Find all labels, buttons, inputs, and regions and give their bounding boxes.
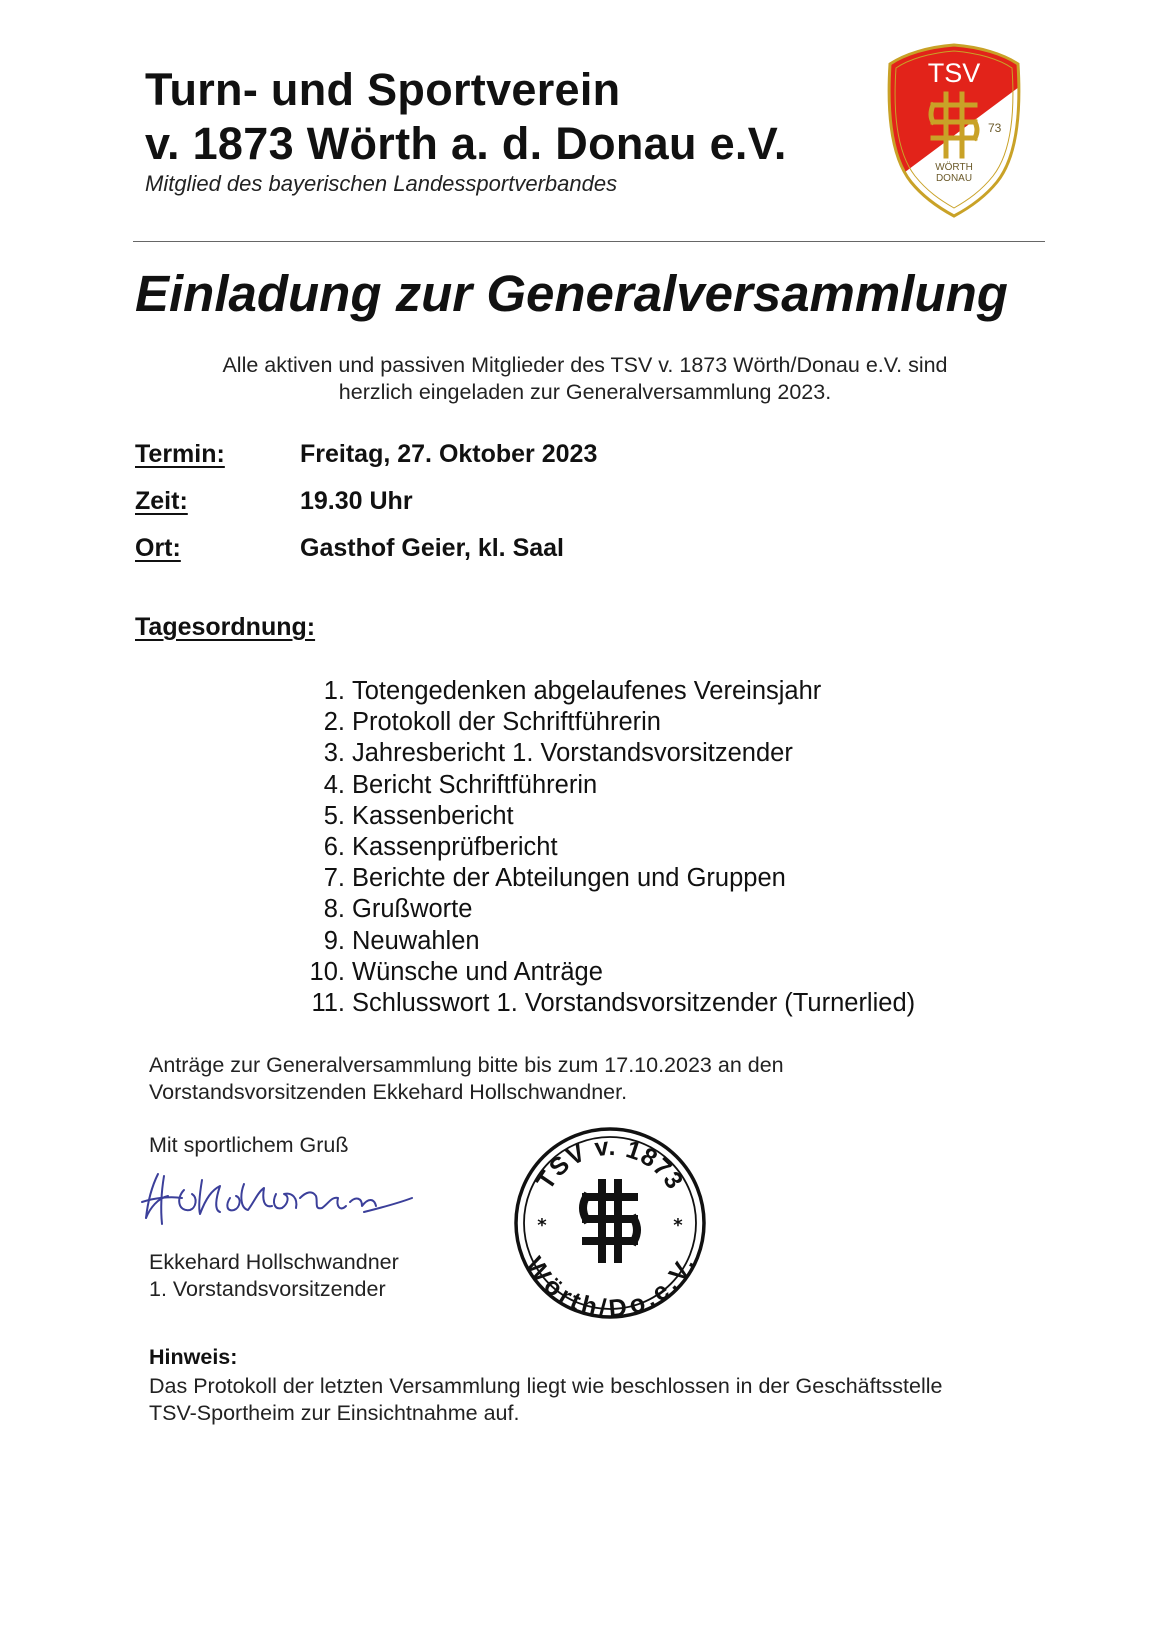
org-subtitle: Mitglied des bayerischen Landessportverbandes bbox=[145, 171, 618, 196]
intro-text bbox=[150, 352, 1020, 406]
hint-line-2: TSV-Sportheim zur Einsichtnahme auf. bbox=[149, 1401, 520, 1425]
page-title: Einladung zur Generalversammlung bbox=[135, 265, 1008, 322]
ort-label: Ort: bbox=[135, 534, 181, 562]
agenda-item: 9. Neuwahlen bbox=[323, 926, 480, 955]
note-line-1: Anträge zur Generalversammlung bitte bis zum 17.10.2023 an den bbox=[149, 1053, 784, 1077]
logo-town-text: WÖRTH bbox=[935, 162, 973, 173]
signer-role: 1. Vorstandsvorsitzender bbox=[149, 1277, 386, 1301]
agenda-item: 3. Jahresbericht 1. Vorstandsvorsitzender bbox=[323, 739, 793, 768]
signer-name: Ekkehard Hollschwandner bbox=[149, 1250, 399, 1274]
submission-note bbox=[149, 1052, 784, 1106]
agenda-heading: Tagesordnung: bbox=[135, 613, 316, 641]
termin-label: Termin: bbox=[135, 440, 225, 468]
intro-line-2: herzlich eingeladen zur Generalversammlung 2023. bbox=[338, 380, 832, 404]
termin-value: Freitag, 27. Oktober 2023 bbox=[300, 440, 598, 468]
header-divider bbox=[133, 241, 1045, 242]
stamp-star-icon: * bbox=[673, 1215, 683, 1236]
signer-block bbox=[149, 1249, 399, 1303]
logo-tsv-text: TSV bbox=[927, 58, 981, 88]
agenda-item: 7. Berichte der Abteilungen und Gruppen bbox=[323, 864, 786, 893]
logo-year-text: 73 bbox=[988, 121, 1002, 135]
agenda-item: 10. Wünsche und Anträge bbox=[309, 957, 603, 986]
stamp-star-icon: * bbox=[537, 1215, 547, 1236]
agenda-item: 5. Kassenbericht bbox=[323, 801, 514, 830]
zeit-value: 19.30 Uhr bbox=[300, 487, 413, 515]
hint-line-1: Das Protokoll der letzten Versammlung liegt wie beschlossen in der Geschäftsstelle bbox=[149, 1374, 943, 1398]
signature-image bbox=[140, 1168, 430, 1230]
agenda-list bbox=[295, 676, 915, 1019]
closing-greeting: Mit sportlichem Gruß bbox=[149, 1133, 349, 1157]
club-stamp-icon bbox=[512, 1125, 708, 1321]
org-name-line2: v. 1873 Wörth a. d. Donau e.V. bbox=[145, 118, 787, 169]
logo-river-text: DONAU bbox=[935, 173, 973, 184]
agenda-item: 11. Schlusswort 1. Vorstandsvorsitzender (Turnerlied) bbox=[311, 989, 916, 1018]
note-line-2: Vorstandsvorsitzenden Ekkehard Hollschwandner. bbox=[149, 1080, 628, 1104]
stamp-top-text: TSV v. 1873 bbox=[531, 1132, 689, 1195]
ort-value: Gasthof Geier, kl. Saal bbox=[300, 534, 565, 562]
intro-line-1: Alle aktiven und passiven Mitglieder des TSV v. 1873 Wörth/Donau e.V. sind bbox=[222, 353, 948, 377]
stamp-bottom-text: Wörth/Do.e.V. bbox=[520, 1251, 701, 1321]
agenda-item: 4. Bericht Schriftführerin bbox=[323, 770, 598, 799]
agenda-item: 1. Totengedenken abgelaufenes Vereinsjahr bbox=[323, 677, 822, 705]
agenda-item: 2. Protokoll der Schriftführerin bbox=[323, 708, 661, 737]
agenda-item: 8. Grußworte bbox=[323, 895, 473, 924]
org-name-line1: Turn- und Sportverein bbox=[145, 64, 621, 115]
hint-title: Hinweis: bbox=[149, 1345, 238, 1369]
hint-text bbox=[149, 1373, 943, 1427]
club-logo-icon bbox=[885, 42, 1023, 218]
zeit-label: Zeit: bbox=[135, 487, 188, 515]
agenda-item: 6. Kassenprüfbericht bbox=[323, 833, 558, 862]
